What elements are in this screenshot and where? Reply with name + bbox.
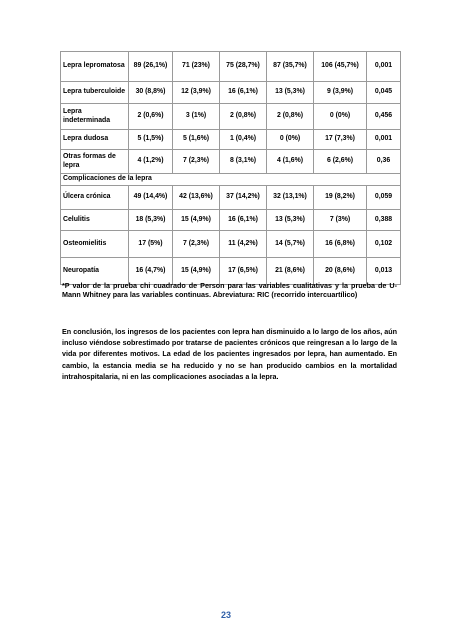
table-row (61, 150, 401, 174)
table-cell: 11 (4,2%) (220, 231, 267, 258)
p-value-cell: 0,36 (367, 150, 401, 174)
table-cell: 42 (13,6%) (173, 186, 220, 210)
table-cell: 49 (14,4%) (129, 186, 173, 210)
table-cell: 16 (6,1%) (220, 210, 267, 231)
section-title: Complicaciones de la lepra (61, 174, 401, 186)
table-cell: 17 (6,5%) (220, 258, 267, 285)
table-cell: 2 (0,6%) (129, 104, 173, 130)
table-row (61, 210, 401, 231)
table-cell: 19 (8,2%) (314, 186, 367, 210)
table-cell: 71 (23%) (173, 52, 220, 82)
p-value-cell: 0,059 (367, 186, 401, 210)
row-label: Celulitis (61, 210, 129, 231)
table-footnote: *P valor de la prueba chi cuadrado de Person para las variables cualitativas y la prueba de U-Mann Whitney para las variables continuas. Abreviatura: RIC (recorrido intercuartílico) (62, 281, 397, 300)
row-label: Lepra dudosa (61, 130, 129, 150)
table-cell: 7 (2,3%) (173, 231, 220, 258)
table-cell: 12 (3,9%) (173, 82, 220, 104)
table-cell: 2 (0,8%) (220, 104, 267, 130)
row-label: Otras formas de lepra (61, 150, 129, 174)
table-cell: 0 (0%) (267, 130, 314, 150)
row-label: Lepra tuberculoide (61, 82, 129, 104)
table-cell: 9 (3,9%) (314, 82, 367, 104)
p-value-cell: 0,001 (367, 130, 401, 150)
table-cell: 30 (8,8%) (129, 82, 173, 104)
page-number: 23 (220, 610, 231, 620)
table-cell: 15 (4,9%) (173, 258, 220, 285)
table-cell: 20 (8,6%) (314, 258, 367, 285)
table-cell: 16 (4,7%) (129, 258, 173, 285)
table-cell: 5 (1,5%) (129, 130, 173, 150)
table-cell: 17 (5%) (129, 231, 173, 258)
table-row (61, 82, 401, 104)
table-cell: 13 (5,3%) (267, 82, 314, 104)
results-table (60, 51, 401, 285)
table-row (61, 231, 401, 258)
p-value-cell: 0,001 (367, 52, 401, 82)
table-cell: 6 (2,6%) (314, 150, 367, 174)
p-value-cell: 0,045 (367, 82, 401, 104)
table-cell: 13 (5,3%) (267, 210, 314, 231)
row-label: Lepra lepromatosa (61, 52, 129, 82)
row-label: Neuropatía (61, 258, 129, 285)
table-row (61, 104, 401, 130)
table-cell: 32 (13,1%) (267, 186, 314, 210)
table-cell: 106 (45,7%) (314, 52, 367, 82)
table-cell: 14 (5,7%) (267, 231, 314, 258)
table-cell: 21 (8,6%) (267, 258, 314, 285)
p-value-cell: 0,102 (367, 231, 401, 258)
table-cell: 4 (1,2%) (129, 150, 173, 174)
table-cell: 0 (0%) (314, 104, 367, 130)
table-cell: 37 (14,2%) (220, 186, 267, 210)
p-value-cell: 0,456 (367, 104, 401, 130)
p-value-cell: 0,013 (367, 258, 401, 285)
table-cell: 4 (1,6%) (267, 150, 314, 174)
section-row (61, 174, 401, 186)
table-row (61, 130, 401, 150)
conclusion-paragraph: En conclusión, los ingresos de los pacientes con lepra han disminuido a lo largo de los años, aún incluso viéndose sobrestimado por tratarse de pacientes crónicos que reingresan a lo largo de la vida por diferentes motivos. La edad de los pacientes ingresados por lepra, han aumentado. En cambio, la estancia media se ha reducido y no se han producido cambios en la mortalidad intrahospitalaria, ni en las complicaciones asociadas a la lepra. (62, 327, 397, 381)
table-cell: 15 (4,9%) (173, 210, 220, 231)
table-cell: 7 (2,3%) (173, 150, 220, 174)
table-cell: 3 (1%) (173, 104, 220, 130)
table-cell: 17 (7,3%) (314, 130, 367, 150)
row-label: Úlcera crónica (61, 186, 129, 210)
p-value-cell: 0,388 (367, 210, 401, 231)
table-cell: 87 (35,7%) (267, 52, 314, 82)
row-label: Lepra indeterminada (61, 104, 129, 130)
table-cell: 89 (26,1%) (129, 52, 173, 82)
table-cell: 1 (0,4%) (220, 130, 267, 150)
table-cell: 16 (6,1%) (220, 82, 267, 104)
row-label: Osteomielitis (61, 231, 129, 258)
table-cell: 7 (3%) (314, 210, 367, 231)
table-row (61, 186, 401, 210)
table-cell: 2 (0,8%) (267, 104, 314, 130)
table-cell: 5 (1,6%) (173, 130, 220, 150)
table-cell: 16 (6,8%) (314, 231, 367, 258)
table-row (61, 52, 401, 82)
table-cell: 75 (28,7%) (220, 52, 267, 82)
table-cell: 8 (3,1%) (220, 150, 267, 174)
table-cell: 18 (5,3%) (129, 210, 173, 231)
